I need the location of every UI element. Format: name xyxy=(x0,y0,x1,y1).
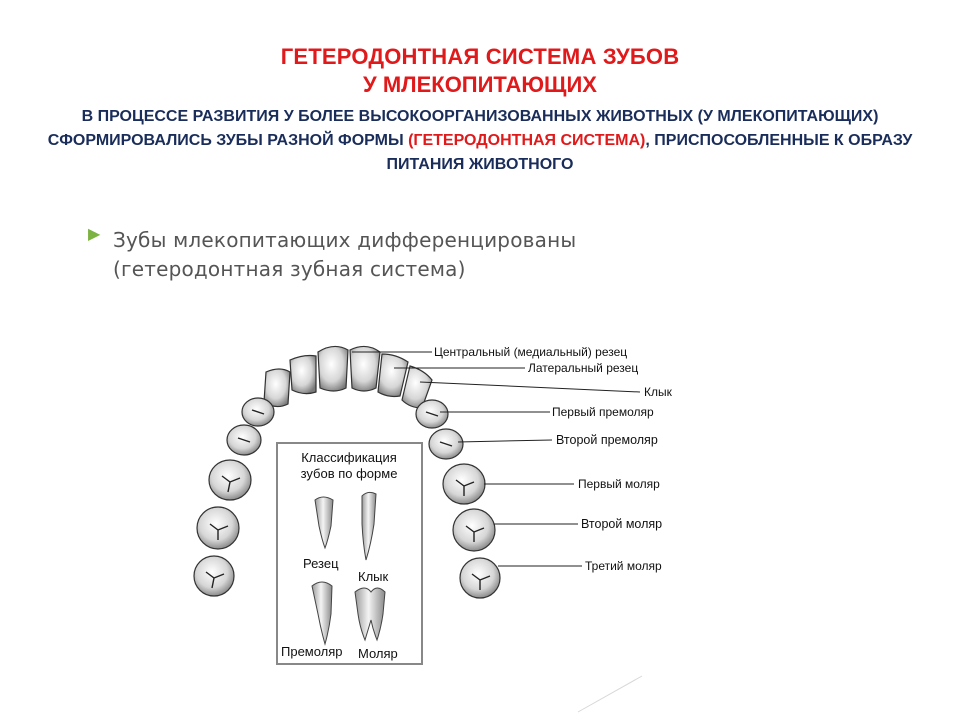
label-central-incisor: Центральный (медиальный) резец xyxy=(434,345,628,359)
decorative-line xyxy=(578,676,642,712)
classification-title-line2: зубов по форме xyxy=(300,466,398,481)
tooth-lateral-incisor-right xyxy=(378,354,408,397)
tooth-molar-left-3 xyxy=(194,556,234,596)
classification-incisor-label: Резец xyxy=(303,556,339,571)
tooth-molar-right-1 xyxy=(443,464,485,504)
slide-title-line1: ГЕТЕРОДОНТНАЯ СИСТЕМА ЗУБОВ xyxy=(280,44,680,69)
classification-title-line1: Классификация xyxy=(301,450,397,465)
bullet-arrow-icon: ▶ xyxy=(88,226,101,243)
subtitle-part1: В ПРОЦЕССЕ РАЗВИТИЯ У БОЛЕЕ ВЫСОКООРГАНИЗОВАННЫХ ЖИВОТНЫХ (У МЛЕКОПИТАЮЩИХ) СФОРМИРОВАЛИСЬ ЗУБЫ РАЗНОЙ ФОРМЫ xyxy=(47,108,879,149)
tooth-lateral-incisor-left xyxy=(290,356,316,394)
label-third-molar: Третий моляр xyxy=(585,559,662,573)
label-second-premolar: Второй премоляр xyxy=(556,433,658,447)
label-second-molar: Второй моляр xyxy=(581,517,663,531)
tooth-molar-left-1 xyxy=(209,460,251,500)
label-lateral-incisor: Латеральный резец xyxy=(528,361,639,375)
classification-molar-label: Моляр xyxy=(358,646,398,661)
slide-title-line2: У МЛЕКОПИТАЮЩИХ xyxy=(363,72,597,97)
tooth-molar-left-2 xyxy=(197,507,239,549)
label-first-premolar: Первый премоляр xyxy=(552,405,654,419)
classification-canine-label: Клык xyxy=(358,569,389,584)
tooth-molar-right-2 xyxy=(453,509,495,551)
label-canine: Клык xyxy=(644,385,672,399)
bullet-text: Зубы млекопитающих дифференцированы (гетеродонтная зубная система) xyxy=(113,228,577,281)
tooth-central-incisor-right xyxy=(350,346,380,391)
label-first-molar: Первый моляр xyxy=(578,477,660,491)
tooth-molar-right-3 xyxy=(460,558,500,598)
subtitle-highlight: (ГЕТЕРОДОНТНАЯ СИСТЕМА) xyxy=(408,132,646,149)
tooth-central-incisor-left xyxy=(318,346,348,391)
classification-premolar-label: Премоляр xyxy=(281,644,343,659)
subtitle-part2: , ПРИСПОСОБЛЕННЫЕ К ОБРАЗУ ПИТАНИЯ ЖИВОТНОГО xyxy=(386,132,913,173)
